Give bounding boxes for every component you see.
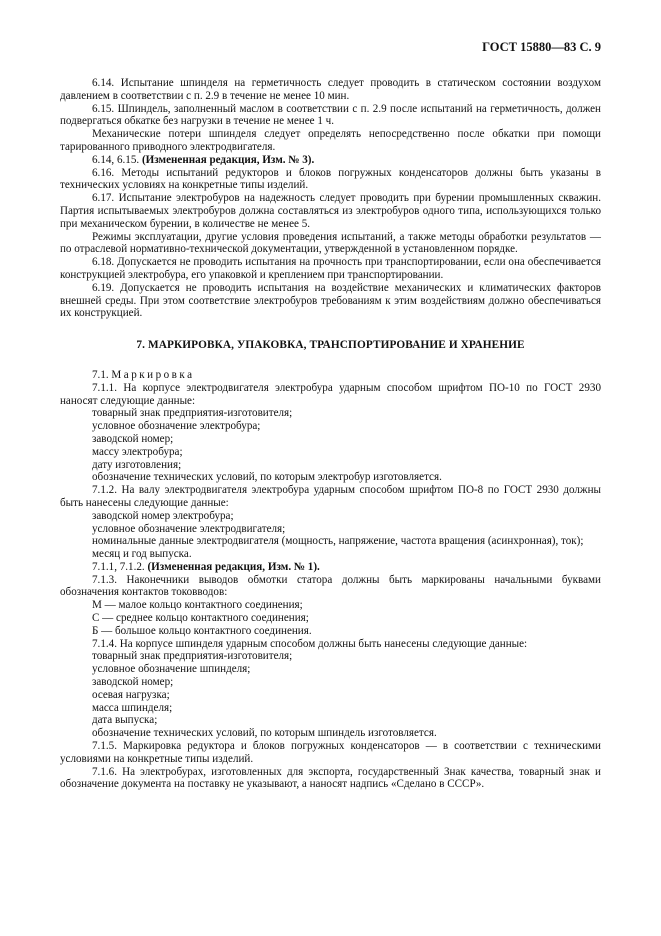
list-item: осевая нагрузка;	[92, 688, 170, 701]
paragraph-7-1-5: 7.1.5. Маркировка редуктора и блоков погружных конденсаторов — в соответствии с техническими условиями на конкретные типы изделий.	[60, 740, 601, 765]
list-item: дата выпуска;	[92, 714, 158, 727]
paragraph-7-1-6: 7.1.6. На электробурах, изготовленных для экспорта, государственный Знак качества, товарный знак и обозначение документа на поставку не указывают, а наносят надпись «Сделано в СССР».	[60, 765, 601, 791]
amendment-note-7-1-1-7-1-2	[60, 561, 601, 574]
list-item: масса шпинделя;	[92, 701, 173, 714]
list-item: заводской номер;	[92, 432, 174, 445]
amendment-text: (Измененная редакция, Изм. № 1).	[147, 560, 320, 573]
list-item: Б — большое кольцо контактного соединения.	[92, 624, 312, 637]
paragraph-6-14: 6.14. Испытание шпинделя на герметичность следует проводить в статическом состоянии воздухом давлением в соответствии с п. 2.9 в течение не менее 10 мин.	[60, 77, 601, 102]
amendment-ref: 6.14, 6.15.	[92, 153, 140, 166]
paragraph-6-16: 6.16. Методы испытаний редукторов и блоков погружных конденсаторов должны быть указаны в технических условиях на конкретные типы изделий.	[60, 166, 601, 192]
list-item: заводской номер электробура;	[92, 509, 234, 522]
paragraph-7-1-1: 7.1.1. На корпусе электродвигателя электробура ударным способом шрифтом ПО-10 по ГОСТ 2930 наносят следующие данные:	[60, 381, 601, 407]
paragraph-6-19: 6.19. Допускается не проводить испытания на воздействие механических и климатических факторов внешней среды. При этом соответствие электробуров требованиям к этим воздействиям должно обеспечиваться их конструкцией.	[60, 281, 601, 320]
list-item: М — малое кольцо контактного соединения;	[92, 599, 303, 612]
list-item: условное обозначение шпинделя;	[92, 663, 251, 676]
section-title-7: 7. МАРКИРОВКА, УПАКОВКА, ТРАНСПОРТИРОВАНИЕ И ХРАНЕНИЕ	[136, 339, 525, 352]
amendment-text: (Измененная редакция, Изм. № 3).	[141, 153, 315, 166]
list-item: дату изготовления;	[92, 458, 182, 471]
running-header: ГОСТ 15880—83 С. 9	[482, 40, 601, 54]
paragraph-7-1-2: 7.1.2. На валу электродвигателя электробура ударным способом шрифтом ПО-8 по ГОСТ 2930 должны быть нанесены следующие данные:	[60, 484, 601, 509]
clause-title-marking: Маркировка	[111, 368, 195, 381]
document-body	[60, 77, 601, 791]
list-item: номинальные данные электродвигателя (мощность, напряжение, частота вращения (асинхронная), ток);	[92, 535, 584, 548]
paragraph-7-1-3: 7.1.3. Наконечники выводов обмотки статора должны быть маркированы начальными буквами обозначения контактов токовводов:	[60, 573, 601, 599]
clause-number: 7.1.	[92, 368, 109, 381]
amendment-ref: 7.1.1, 7.1.2.	[92, 560, 145, 573]
paragraph-7-1-4: 7.1.4. На корпусе шпинделя ударным способом должны быть нанесены следующие данные:	[92, 637, 528, 650]
list-item: массу электробура;	[92, 445, 183, 458]
list-item: условное обозначение электродвигателя;	[92, 522, 286, 535]
list-item: месяц и год выпуска.	[92, 548, 192, 561]
list-item: обозначение технических условий, по которым шпиндель изготовляется.	[92, 727, 437, 740]
list-item: заводской номер;	[92, 676, 174, 689]
paragraph-6-18: 6.18. Допускается не проводить испытания на прочность при транспортировании, если она обеспечивается конструкцией электробура, его упаковкой и креплением при транспортировании.	[60, 256, 601, 281]
list-item: С — среднее кольцо контактного соединения;	[92, 612, 309, 625]
paragraph-6-15: 6.15. Шпиндель, заполненный маслом в соответствии с п. 2.9 после испытаний на герметичность, должен подвергаться обкатке без нагрузки в течение не менее 1 ч.	[60, 102, 601, 128]
paragraph-6-17: 6.17. Испытание электробуров на надежность следует проводить при бурении промышленных скважин. Партия испытываемых электробуров должна составляться из электробуров одного типа, использующихся только при механическом бурении, в количестве не менее 5.	[60, 192, 601, 230]
paragraph-operating-modes: Режимы эксплуатации, другие условия проведения испытаний, а также методы обработки результатов — по отраслевой нормативно-технической документации, утвержденной в установленном порядке.	[60, 230, 601, 256]
list-item: обозначение технических условий, по которым электробур изготовляется.	[92, 471, 442, 484]
amendment-note-6-14-6-15	[60, 154, 601, 167]
list-item: товарный знак предприятия-изготовителя;	[92, 650, 293, 663]
list-item: условное обозначение электробура;	[92, 420, 261, 433]
paragraph-mechanical-losses: Механические потери шпинделя следует определять непосредственно после обкатки при помощи тарированного приводного электродвигателя.	[60, 128, 601, 153]
list-item: товарный знак предприятия-изготовителя;	[92, 407, 293, 420]
paragraph-7-1	[60, 369, 601, 382]
